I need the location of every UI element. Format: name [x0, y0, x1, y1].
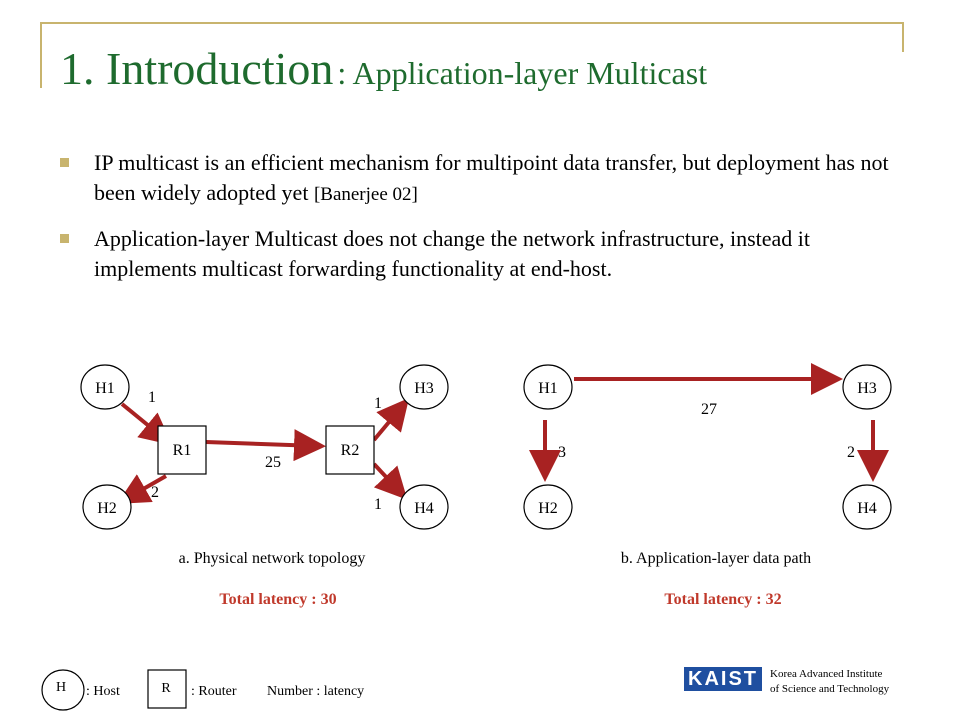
institute-name: [770, 667, 889, 697]
diagram-a: [81, 365, 448, 608]
latency-h3-h4: 2: [847, 444, 855, 461]
latency-h1-h2: 3: [558, 444, 566, 461]
latency-h1-r1: 1: [148, 389, 156, 406]
diagram-a-total: Total latency : 30: [219, 591, 337, 608]
bullet-citation: [Banerjee 02]: [313, 184, 418, 205]
host-label-h4: H4: [857, 500, 877, 517]
legend-host-label: : Host: [86, 684, 120, 699]
legend-host-symbol: H: [55, 680, 67, 695]
institute-line-2: of Science and Technology: [770, 683, 890, 695]
link-r2-h4: [374, 464, 402, 494]
legend-router-symbol: R: [161, 681, 171, 696]
router-label-r1: R1: [172, 442, 192, 459]
host-label-h3: H3: [414, 380, 434, 397]
title-sub: : Application-layer Multicast: [337, 55, 708, 91]
host-label-h1: H1: [95, 380, 115, 397]
host-label-h2: H2: [538, 500, 558, 517]
latency-h1-h3: 27: [701, 401, 717, 418]
router-label-r2: R2: [340, 442, 360, 459]
host-label-h2: H2: [97, 500, 117, 517]
latency-r2-h3: 1: [374, 395, 382, 412]
diagram-b-caption: b. Application-layer data path: [620, 550, 812, 567]
bullet-text: IP multicast is an efficient mechanism for multipoint data transfer, but deployment has not been widely adopted yet: [94, 150, 889, 205]
diagram-a-caption: a. Physical network topology: [178, 550, 366, 567]
latency-r1-h2: 2: [151, 484, 159, 501]
host-label-h4: H4: [414, 500, 434, 517]
institute-line-1: Korea Advanced Institute: [770, 668, 883, 680]
kaist-logo: KAIST: [684, 667, 762, 691]
host-label-h3: H3: [857, 380, 877, 397]
diagram-b-total: Total latency : 32: [664, 591, 782, 608]
link-r1-r2: [206, 442, 318, 446]
diagram-b: [524, 365, 891, 608]
latency-r2-h4: 1: [374, 496, 382, 513]
link-r1-h2: [124, 476, 166, 500]
legend-router-label: : Router: [191, 684, 237, 699]
title-main: 1. Introduction: [60, 43, 334, 94]
bullet-text: Application-layer Multicast does not change the network infrastructure, instead it implements multicast forwarding functionality at end-host.: [94, 226, 810, 281]
host-label-h1: H1: [538, 380, 558, 397]
legend-number-label: Number : latency: [267, 684, 365, 699]
latency-r1-r2: 25: [265, 454, 281, 471]
legend: [42, 670, 364, 710]
